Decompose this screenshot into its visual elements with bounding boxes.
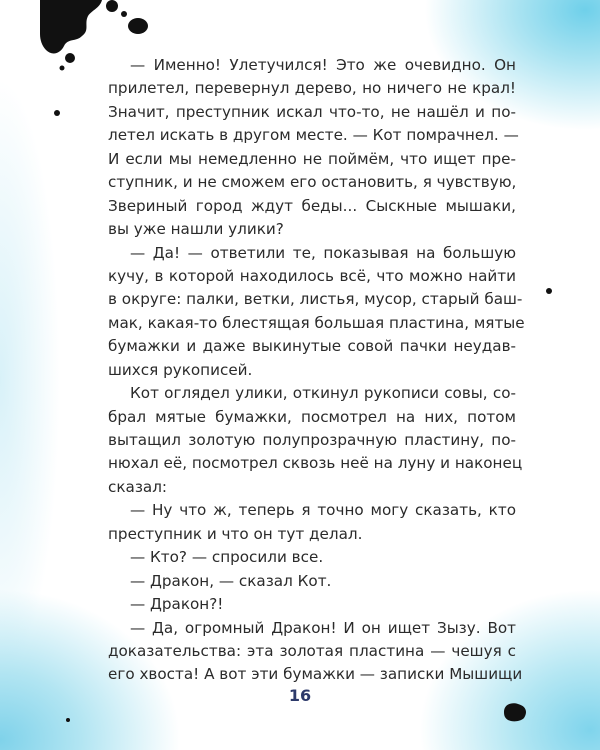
text-line: Звериный город ждут беды... Сыскные мышаки,	[108, 196, 516, 215]
text-line: в округе: палки, ветки, листья, мусор, старый баш-	[108, 290, 523, 309]
text-line: — Дракон, — сказал Кот.	[130, 571, 332, 590]
text-line: прилетел, перевернул дерево, но ничего не крал!	[108, 79, 516, 98]
text-line: — Именно! Улетучился! Это же очевидно. Он	[130, 56, 516, 74]
body-text	[108, 54, 525, 687]
text-line: Значит, преступник искал что-то, не нашёл и по-	[108, 102, 516, 121]
text-line: ступник, и не сможем его остановить, я чувствую,	[108, 173, 517, 192]
text-line: кучу, в которой находилось всё, что можно найти	[108, 266, 516, 285]
text-line: — Ну что ж, теперь я точно могу сказать, кто	[130, 501, 516, 520]
text-line: бумажки и даже выкинутые совой пачки неудав-	[108, 337, 516, 356]
ink-dot-right	[544, 286, 554, 296]
ink-blot-top-small	[126, 16, 150, 36]
text-line: его хвоста! А вот эти бумажки — записки Мышищи	[108, 665, 523, 684]
text-line: мак, какая-то блестящая большая пластина, мятые	[108, 313, 525, 332]
text-line: вытащил золотую полупрозрачную пластину, по-	[108, 431, 516, 449]
text-line: вы уже нашли улики?	[108, 220, 284, 239]
text-line: преступник и что он тут делал.	[108, 524, 363, 543]
text-line: Кот оглядел улики, откинул рукописи совы, со-	[130, 384, 516, 403]
text-line: нюхал её, посмотрел сквозь неё на луну и наконец	[108, 454, 523, 473]
text-line: И если мы немедленно не поймём, что ищет пре-	[108, 149, 516, 168]
text-line: доказательства: эта золотая пластина — чешуя с	[108, 641, 516, 660]
text-line: — Да, огромный Дракон! И он ищет Зызу. Вот	[130, 618, 516, 637]
text-line: летел искать в другом месте. — Кот помрачнел. —	[108, 126, 519, 145]
ink-dot-left	[52, 108, 62, 118]
text-line: — Да! — ответили те, показывая на большую	[130, 243, 516, 262]
text-line: шихся рукописей.	[108, 360, 253, 379]
page-number: 16	[288, 686, 312, 705]
ink-dot-bottom-left	[64, 716, 72, 724]
text-line: сказал:	[108, 477, 168, 496]
text-line: брал мятые бумажки, посмотрел на них, потом	[108, 407, 516, 426]
text-line: — Кто? — спросили все.	[130, 548, 324, 567]
text-line: — Дракон?!	[130, 595, 224, 614]
